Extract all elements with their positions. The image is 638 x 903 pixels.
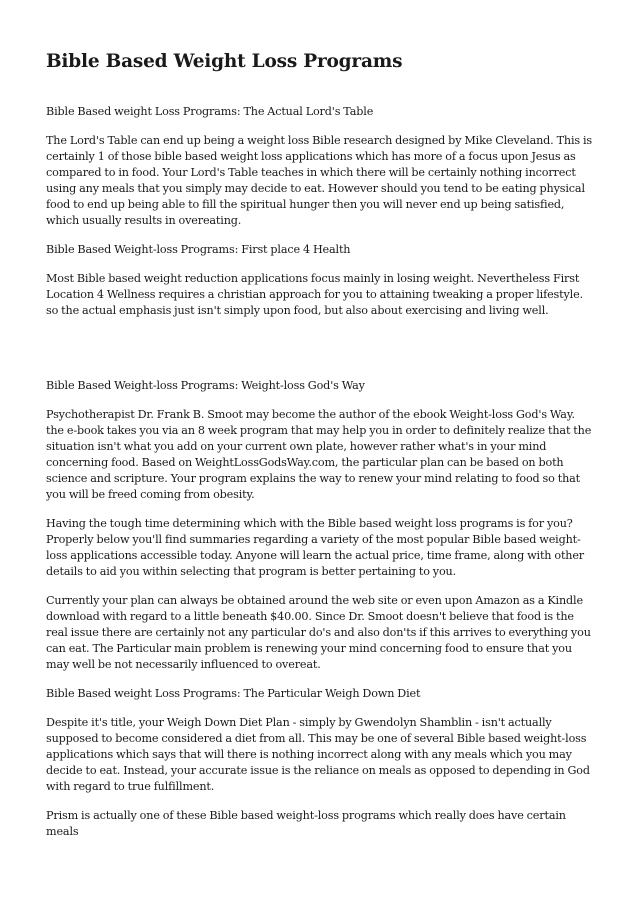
document-title: Bible Based Weight Loss Programs <box>46 51 403 72</box>
blank-spacer <box>46 332 592 378</box>
paragraph-first-place: Most Bible based weight reduction applications focus mainly in losing weight. Nevertheless First Location 4 Wellness requires a christian approach for you to attaining tweaking a proper lifestyle. so the actual emphasis just isn't simply upon food, but also about exercising and living well. <box>46 272 583 317</box>
section-heading-lords-table: Bible Based weight Loss Programs: The Actual Lord's Table <box>46 105 374 118</box>
paragraph-lords-table: The Lord's Table can end up being a weight loss Bible research designed by Mike Cleveland. This is certainly 1 of those bible based weight loss applications which has more of a focus upon Jesus as compared to in food. Your Lord's Table teaches in which there will be certainly nothing incorrect using any meals that you simply may decide to eat. However should you tend to be eating physical food to end up being able to fill the spiritual hunger then you will never end up being satisfied, which usually results in overeating. <box>46 134 593 227</box>
paragraph-weigh-down: Despite it's title, your Weigh Down Diet Plan - simply by Gwendolyn Shamblin - isn't actually supposed to become considered a diet from all. This may be one of several Bible based weight-loss applications which says that will there is nothing incorrect along with any meals which you may decide to eat. Instead, your accurate issue is the reliance on meals as opposed to depending in God with regard to true fulfillment. <box>46 716 590 793</box>
paragraph-prism: Prism is actually one of these Bible based weight-loss programs which really does have certain meals <box>46 809 566 838</box>
section-heading-first-place: Bible Based Weight-loss Programs: First place 4 Health <box>46 243 351 256</box>
paragraph-gods-way: Psychotherapist Dr. Frank B. Smoot may become the author of the ebook Weight-loss God's Way. the e-book takes you via an 8 week program that may help you in order to definitely realize that the situation isn't what you add on your current own plate, however rather what's in your mind concerning food. Based on WeightLossGodsWay.com, the particular plan can be based on both science and scripture. Your program explains the way to renew your mind relating to food so that you will be freed coming from obesity. <box>46 408 592 501</box>
section-heading-gods-way: Bible Based Weight-loss Programs: Weight-loss God's Way <box>46 379 365 392</box>
paragraph-choosing-program: Having the tough time determining which with the Bible based weight loss programs is for you? Properly below you'll find summaries regarding a variety of the most popular Bible based weight-loss applications accessible today. Anyone will learn the actual price, time frame, along with other details to aid you within selecting that program is better pertaining to you. <box>46 517 585 578</box>
paragraph-availability: Currently your plan can always be obtained around the web site or even upon Amazon as a Kindle download with regard to a little beneath $40.00. Since Dr. Smoot doesn't believe that food is the real issue there are certainly not any particular do's and also don'ts if this arrives to everything you can eat. The Particular main problem is renewing your mind concerning food to ensure that you may well be not necessarily influenced to overeat. <box>46 594 591 671</box>
section-heading-weigh-down: Bible Based weight Loss Programs: The Particular Weigh Down Diet <box>46 687 421 700</box>
